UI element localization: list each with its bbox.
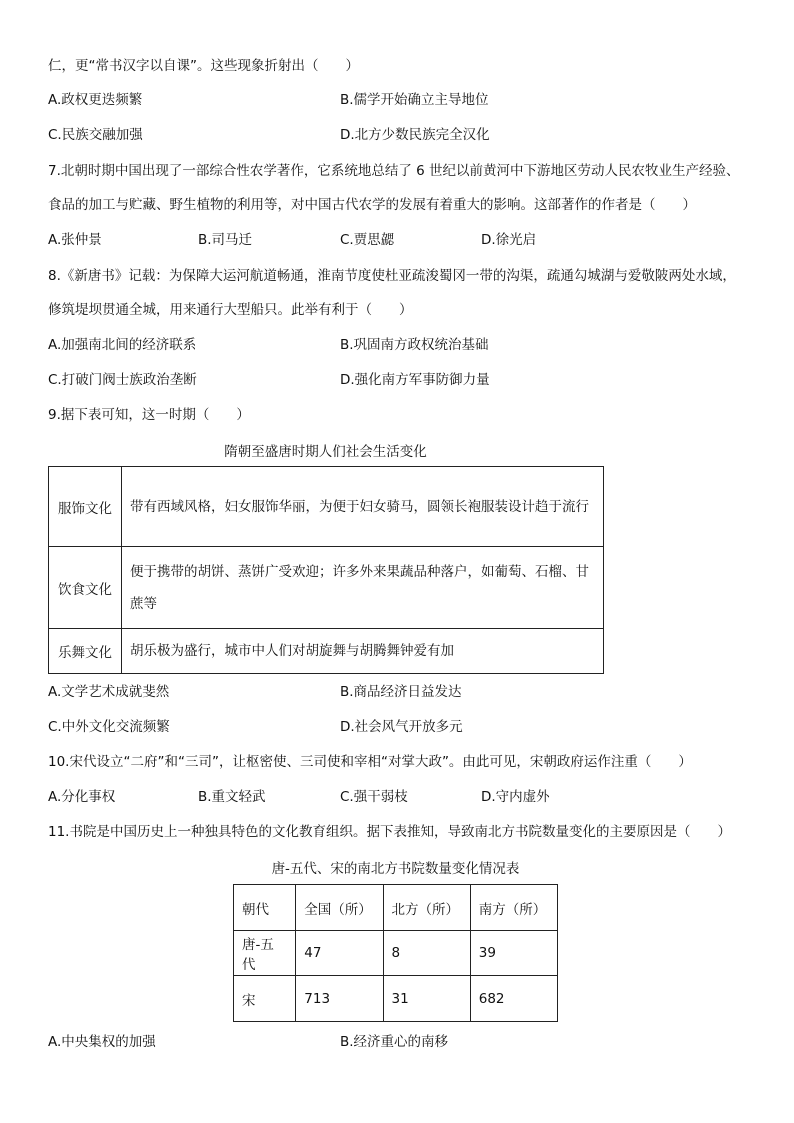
q6-option-d: D.北方少数民族完全汉化 — [340, 127, 490, 143]
table-header-cell: 朝代 — [234, 885, 296, 931]
q7-option-a: A.张仲景 — [48, 232, 102, 248]
q10-option-c: C.强干弱枝 — [340, 789, 408, 805]
table-row-heading: 乐舞文化 — [49, 629, 122, 674]
question-6-stem: 仁，更“常书汉字以自课”。这些现象折射出（ ） — [48, 58, 359, 74]
q7-option-b: B.司马迁 — [198, 232, 253, 248]
q9-option-c: C.中外文化交流频繁 — [48, 719, 170, 735]
table-cell: 39 — [470, 931, 557, 976]
q9-option-d: D.社会风气开放多元 — [340, 719, 463, 735]
table-cell: 带有西域风格，妇女服饰华丽，为便于妇女骑马，圆领长袍服装设计趋于流行 — [122, 467, 604, 547]
question-8-stem-line1: 8.《新唐书》记载：为保障大运河航道畅通，淮南节度使杜亚疏浚蜀冈一带的沟渠，疏通勾城湖与爱敬陂两处水域， — [48, 268, 736, 284]
table-cell: 713 — [296, 976, 383, 1022]
table-row — [49, 629, 604, 674]
q11-option-b: B.经济重心的南移 — [340, 1034, 449, 1050]
table-cell: 682 — [470, 976, 557, 1022]
table-header-cell: 南方（所） — [470, 885, 557, 931]
q6-option-c: C.民族交融加强 — [48, 127, 143, 143]
q8-option-a: A.加强南北间的经济联系 — [48, 337, 197, 353]
q11-option-a: A.中央集权的加强 — [48, 1034, 156, 1050]
q10-option-a: A.分化事权 — [48, 789, 116, 805]
table-row-heading: 服饰文化 — [49, 467, 122, 547]
q9-option-a: A.文学艺术成就斐然 — [48, 684, 170, 700]
table-row-heading: 饮食文化 — [49, 547, 122, 629]
table-row — [49, 467, 604, 547]
q7-option-d: D.徐光启 — [481, 232, 537, 248]
q10-option-d: D.守内虚外 — [481, 789, 550, 805]
q8-option-c: C.打破门阀士族政治垄断 — [48, 372, 197, 388]
q8-option-b: B.巩固南方政权统治基础 — [340, 337, 489, 353]
table-row — [49, 547, 604, 629]
table-header-cell: 全国（所） — [296, 885, 383, 931]
q6-option-a: A.政权更迭频繁 — [48, 92, 143, 108]
question-7-stem-line2: 食品的加工与贮藏、野生植物的利用等，对中国古代农学的发展有着重大的影响。这部著作的作者是（ ） — [48, 197, 696, 213]
table-cell: 8 — [383, 931, 470, 976]
q7-option-c: C.贾思勰 — [340, 232, 395, 248]
question-7-stem-line1: 7.北朝时期中国出现了一部综合性农学著作，它系统地总结了 6 世纪以前黄河中下游地区劳动人民农牧业生产经验、 — [48, 163, 740, 179]
question-9-stem: 9.据下表可知，这一时期（ ） — [48, 407, 250, 423]
table-cell: 便于携带的胡饼、蒸饼广受欢迎；许多外来果蔬品种落户，如葡萄、石榴、甘蔗等 — [122, 547, 604, 629]
question-8-stem-line2: 修筑堤坝贯通全城，用来通行大型船只。此举有利于（ ） — [48, 302, 413, 318]
table-header-row — [234, 885, 558, 931]
table-row — [234, 976, 558, 1022]
academy-count-table — [233, 884, 558, 1022]
q6-option-b: B.儒学开始确立主导地位 — [340, 92, 489, 108]
table-cell: 47 — [296, 931, 383, 976]
table-11-caption: 唐-五代、宋的南北方书院数量变化情况表 — [271, 861, 520, 877]
table-cell: 胡乐极为盛行，城市中人们对胡旋舞与胡腾舞钟爱有加 — [122, 629, 604, 674]
question-10-stem: 10.宋代设立“二府”和“三司”，让枢密使、三司使和宰相“对掌大政”。由此可见，宋朝政府运作注重（ ） — [48, 754, 692, 770]
q8-option-d: D.强化南方军事防御力量 — [340, 372, 490, 388]
q9-option-b: B.商品经济日益发达 — [340, 684, 462, 700]
table-header-cell: 北方（所） — [383, 885, 470, 931]
question-11-stem: 11.书院是中国历史上一种独具特色的文化教育组织。据下表推知，导致南北方书院数量变化的主要原因是（ ） — [48, 824, 731, 840]
table-cell: 宋 — [234, 976, 296, 1022]
table-row — [234, 931, 558, 976]
table-cell: 唐-五代 — [234, 931, 296, 976]
table-cell: 31 — [383, 976, 470, 1022]
q10-option-b: B.重文轻武 — [198, 789, 266, 805]
social-life-table — [48, 466, 604, 674]
table-9-caption: 隋朝至盛唐时期人们社会生活变化 — [224, 444, 427, 460]
